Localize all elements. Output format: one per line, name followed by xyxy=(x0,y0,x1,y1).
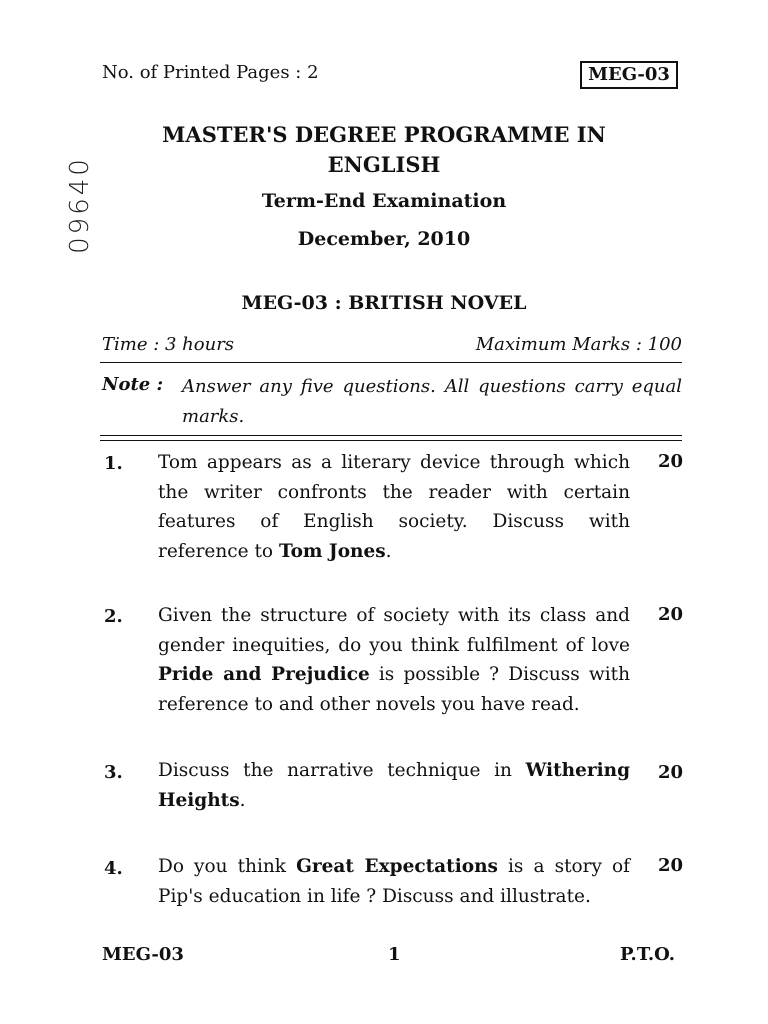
novel-title: Withering Heights xyxy=(158,760,630,811)
course-title: MEG-03 : BRITISH NOVEL xyxy=(241,292,527,314)
divider xyxy=(100,435,682,436)
novel-title: Tom Jones xyxy=(278,540,386,562)
question-1-marks: 20 xyxy=(658,451,684,472)
page-number: 1 xyxy=(388,944,401,965)
question-2-number: 2. xyxy=(104,606,123,627)
question-2-marks: 20 xyxy=(658,604,684,625)
page-turn-over: P.T.O. xyxy=(620,944,676,965)
question-2-text xyxy=(158,601,630,719)
novel-title: Great Expectations xyxy=(296,856,498,877)
footer-course-code: MEG-03 xyxy=(102,944,184,965)
question-1-text xyxy=(158,448,630,566)
question-3-number: 3. xyxy=(104,762,123,783)
question-text-span: Tom appears as a literary device through which the writer confronts the reader with certain features of English society. Discuss with reference to xyxy=(158,452,630,562)
novel-title: Pride and Prejudice xyxy=(158,664,370,685)
question-text-span: . xyxy=(385,540,392,562)
question-text-span: Discuss the narrative technique in xyxy=(158,760,526,781)
question-1-number: 1. xyxy=(104,453,123,474)
question-text-span: Given the structure of society with its class and gender inequities, do you think fulfilment of love xyxy=(158,605,630,656)
exam-date: December, 2010 xyxy=(297,228,471,250)
question-text-span: . xyxy=(239,789,246,811)
divider xyxy=(100,440,682,441)
question-text-span: Do you think xyxy=(158,856,297,877)
question-4-number: 4. xyxy=(104,858,123,879)
note-text: Answer any five questions. All questions carry equal marks. xyxy=(182,376,682,427)
divider xyxy=(100,362,682,363)
programme-title xyxy=(0,120,768,180)
question-4-marks: 20 xyxy=(658,855,684,876)
programme-title-line2: ENGLISH xyxy=(327,152,441,177)
programme-title-line1: MASTER'S DEGREE PROGRAMME IN xyxy=(162,122,606,147)
serial-number: 09640 xyxy=(65,156,95,254)
question-3-text xyxy=(158,756,630,815)
time-allowed: Time : 3 hours xyxy=(102,334,235,355)
printed-pages: No. of Printed Pages : 2 xyxy=(102,62,319,83)
note-label: Note : xyxy=(102,374,164,395)
course-code-box: MEG-03 xyxy=(580,61,678,89)
question-4-text xyxy=(158,852,630,911)
question-text-span: is a story of Pip's education in life ? Discuss and illustrate. xyxy=(158,856,630,907)
exam-title: Term-End Examination xyxy=(261,190,507,212)
question-3-marks: 20 xyxy=(658,762,684,783)
question-text-span: is possible ? Discuss with reference to and other novels you have read. xyxy=(158,664,630,715)
maximum-marks: Maximum Marks : 100 xyxy=(475,334,682,355)
